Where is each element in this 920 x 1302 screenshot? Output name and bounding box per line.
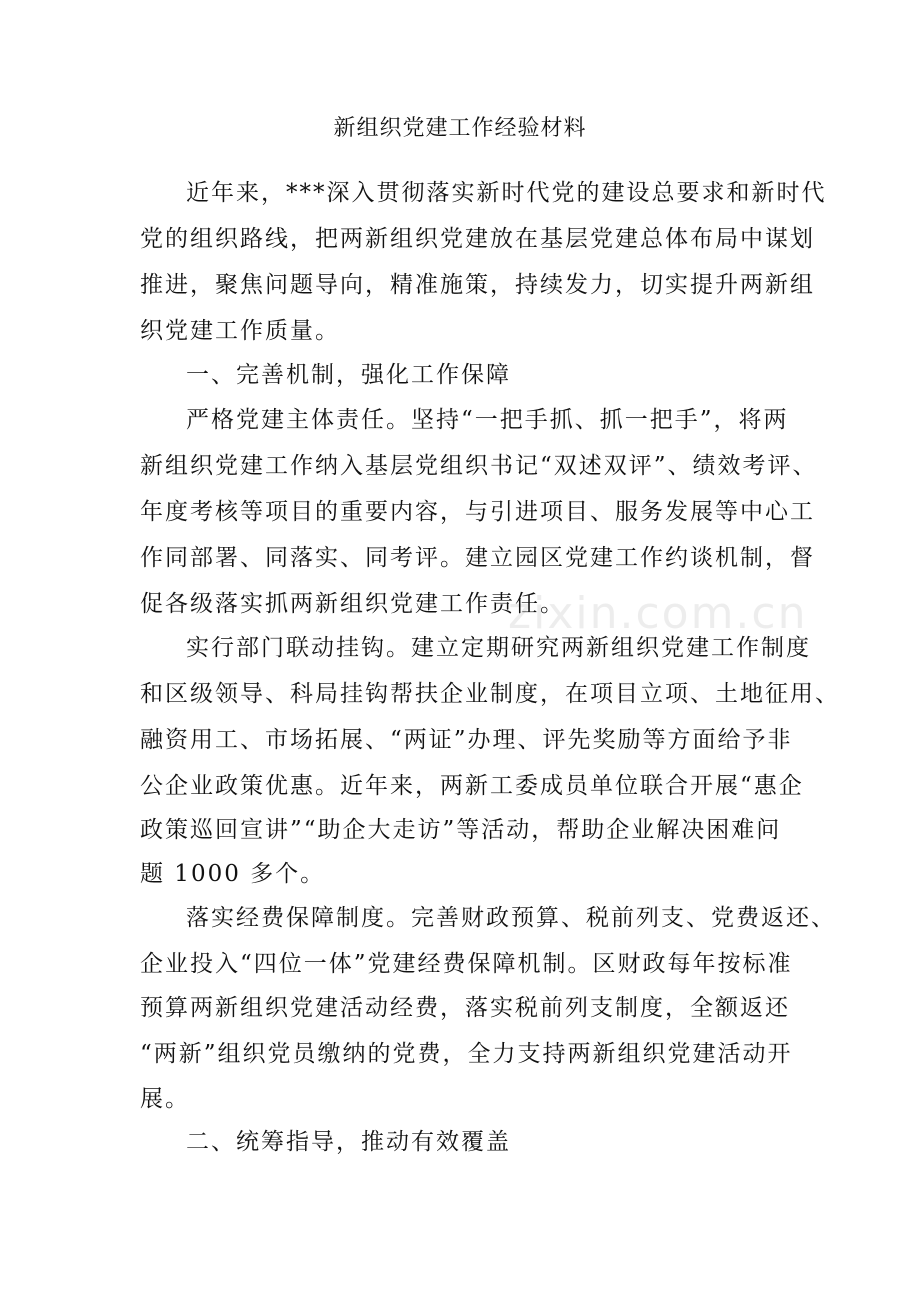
section-heading: 一、完善机制，强化工作保障 [186, 362, 511, 388]
paragraph-line: 题 1000 多个。 [140, 861, 326, 887]
watermark: zixin.com.cn [508, 588, 808, 639]
document-title: 新组织党建工作经验材料 [333, 116, 587, 141]
paragraph-line: 公企业政策优惠。近年来，两新工委成员单位联合开展“惠企 [140, 773, 804, 799]
paragraph-line: 严格党建主体责任。坚持“一把手抓、抓一把手”，将两 [186, 407, 789, 433]
paragraph-line: 党的组织路线，把两新组织党建放在基层党建总体布局中谋划 [140, 226, 815, 252]
paragraph-line: 展。 [140, 1086, 190, 1112]
paragraph-line: 年度考核等项目的重要内容，与引进项目、服务发展等中心工 [140, 499, 815, 525]
paragraph-line: 企业投入“四位一体”党建经费保障机制。区财政每年按标准 [140, 951, 793, 977]
paragraph-line: 织党建工作质量。 [140, 318, 340, 344]
paragraph-line: 和区级领导、科局挂钩帮扶企业制度，在项目立项、土地征用、 [140, 681, 840, 707]
paragraph-line: 融资用工、市场拓展、“两证”办理、评先奖励等方面给予非 [140, 727, 793, 753]
paragraph-line: 近年来，***深入贯彻落实新时代党的建设总要求和新时代 [186, 180, 827, 206]
paragraph-line: 政策巡回宣讲”“助企大走访”等活动，帮助企业解决困难问 [140, 817, 782, 843]
paragraph-line: “两新”组织党员缴纳的党费，全力支持两新组织党建活动开 [140, 1041, 793, 1067]
section-heading: 二、统筹指导，推动有效覆盖 [186, 1129, 511, 1155]
paragraph-line: 新组织党建工作纳入基层党组织书记“双述双评”、绩效考评、 [140, 453, 818, 479]
paragraph-line: 促各级落实抓两新组织党建工作责任。 [140, 591, 565, 617]
paragraph-line: 推进，聚焦问题导向，精准施策，持续发力，切实提升两新组 [140, 272, 815, 298]
paragraph-line: 作同部署、同落实、同考评。建立园区党建工作约谈机制，督 [140, 545, 815, 571]
paragraph-line: 实行部门联动挂钩。建立定期研究两新组织党建工作制度 [186, 635, 811, 661]
paragraph-line: 落实经费保障制度。完善财政预算、税前列支、党费返还、 [186, 905, 836, 931]
paragraph-line: 预算两新组织党建活动经费，落实税前列支制度，全额返还 [140, 995, 790, 1021]
